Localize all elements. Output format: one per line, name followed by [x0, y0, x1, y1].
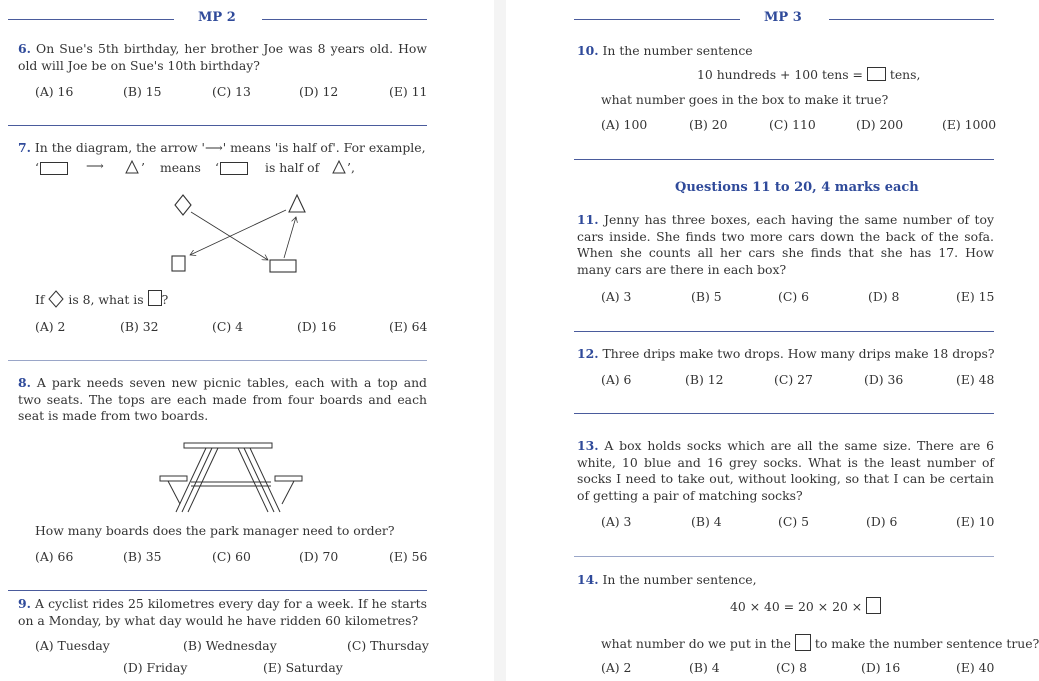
- divider: [8, 590, 427, 591]
- question-text: In the number sentence,: [602, 572, 757, 587]
- page-gutter: [494, 0, 506, 681]
- option-c[interactable]: (C) 5: [778, 514, 809, 529]
- question-number: 8.: [18, 375, 31, 390]
- option-b[interactable]: (B) 4: [689, 660, 720, 675]
- answer-box-icon: [795, 634, 811, 651]
- option-b[interactable]: (B) 12: [685, 372, 724, 387]
- question-text: On Sue's 5th birthday, her brother Joe was 8 years old. How old will Joe be on Sue's 10th birthday?: [18, 41, 427, 73]
- divider: [574, 331, 994, 332]
- header-rule-left: [8, 19, 174, 20]
- right-page: [506, 0, 1039, 681]
- divider: [574, 159, 994, 160]
- option-e[interactable]: (E) 40: [956, 660, 995, 675]
- question-9: [18, 596, 427, 629]
- question-text: A box holds socks which are all the same size. There are 6 white, 10 blue and 16 grey socks. What is the least number of socks I need to take out, without looking, so that I can be certain of getting a pair of matching socks?: [577, 438, 994, 503]
- q10-question-line: what number goes in the box to make it true?: [601, 92, 889, 107]
- option-c[interactable]: (C) 4: [212, 319, 243, 334]
- option-c[interactable]: (C) 6: [778, 289, 809, 304]
- question-13: [577, 438, 994, 504]
- question-number: 11.: [577, 212, 599, 227]
- option-e[interactable]: (E) Saturday: [263, 660, 343, 675]
- option-c[interactable]: (C) 110: [769, 117, 816, 132]
- option-d[interactable]: (D) 36: [864, 372, 904, 387]
- question-number: 10.: [577, 43, 599, 58]
- option-d[interactable]: (D) 16: [297, 319, 337, 334]
- question-text: A park needs seven new picnic tables, each with a top and two seats. The tops are each made from four boards and each seat is made from two boards.: [18, 375, 427, 424]
- rectangle-icon: [270, 260, 296, 272]
- header-rule-right: [829, 19, 994, 20]
- option-e[interactable]: (E) 56: [389, 549, 428, 564]
- option-b[interactable]: (B) 15: [123, 84, 162, 99]
- diamond-icon: [175, 195, 191, 215]
- equation-text: tens,: [889, 67, 921, 82]
- q14-equation: [730, 597, 881, 614]
- divider: [8, 360, 427, 361]
- arrow-icon: ⟶: [86, 158, 104, 173]
- option-c[interactable]: (C) 27: [774, 372, 813, 387]
- left-page: [0, 0, 494, 681]
- divider: [574, 413, 994, 414]
- text: to make the number sentence true?: [814, 636, 1039, 651]
- question-text: Jenny has three boxes, each having the same number of toy cars inside. She finds two more cars down the back of the sofa. When she counts all her cars she finds that she has 17. How many cars are there in each box?: [577, 212, 994, 277]
- question-number: 9.: [18, 596, 31, 611]
- question-text: In the number sentence: [602, 43, 753, 58]
- left-page-header: MP 2: [198, 10, 236, 25]
- right-page-header: MP 3: [764, 10, 802, 25]
- option-b[interactable]: (B) Wednesday: [183, 638, 277, 653]
- question-6: [18, 41, 427, 74]
- section-title: Questions 11 to 20, 4 marks each: [675, 180, 919, 195]
- option-a[interactable]: (A) 100: [601, 117, 648, 132]
- option-c[interactable]: (C) 8: [776, 660, 807, 675]
- q14-question-line: [601, 634, 1039, 651]
- question-8: [18, 375, 427, 425]
- text: If: [35, 292, 45, 307]
- option-c[interactable]: (C) 60: [212, 549, 251, 564]
- answer-box-icon: [867, 67, 886, 81]
- option-d[interactable]: (D) Friday: [123, 660, 188, 675]
- question-number: 13.: [577, 438, 599, 453]
- means-label: means: [160, 160, 201, 175]
- option-d[interactable]: (D) 12: [299, 84, 339, 99]
- question-number: 12.: [577, 346, 599, 361]
- question-number: 7.: [18, 140, 31, 155]
- question-text: Three drips make two drops. How many drips make 18 drops?: [602, 346, 995, 361]
- option-a[interactable]: (A) 6: [601, 372, 632, 387]
- q8-question-line: How many boards does the park manager need to order?: [35, 523, 395, 538]
- arrow-diamond-to-rectangle: [191, 212, 268, 260]
- option-d[interactable]: (D) 6: [866, 514, 898, 529]
- option-b[interactable]: (B) 32: [120, 319, 159, 334]
- question-text: In the diagram, the arrow '⟶' means 'is half of'. For example,: [34, 140, 426, 155]
- option-a[interactable]: (A) 66: [35, 549, 74, 564]
- arrow-rectangle-to-triangle: [284, 217, 296, 258]
- option-d[interactable]: (D) 70: [299, 549, 339, 564]
- option-c[interactable]: (C) Thursday: [347, 638, 429, 653]
- example-row: ‘ ⟶ ’ means ‘ is half of ’,: [35, 158, 355, 175]
- q10-equation: [697, 67, 920, 82]
- question-11: [577, 212, 994, 278]
- option-d[interactable]: (D) 8: [868, 289, 900, 304]
- square-icon: [148, 290, 162, 306]
- arrow-diagram: [160, 190, 310, 280]
- option-e[interactable]: (E) 1000: [942, 117, 997, 132]
- arrow-triangle-to-square: [190, 210, 286, 255]
- option-a[interactable]: (A) 3: [601, 289, 632, 304]
- question-number: 6.: [18, 41, 31, 56]
- option-d[interactable]: (D) 16: [861, 660, 901, 675]
- option-a[interactable]: (A) Tuesday: [35, 638, 110, 653]
- is-half-of-label: is half of: [265, 160, 320, 175]
- option-b[interactable]: (B) 5: [691, 289, 722, 304]
- option-a[interactable]: (A) 3: [601, 514, 632, 529]
- q7-question-line: [35, 290, 168, 308]
- text: what number do we put in the: [601, 636, 791, 651]
- question-14: [577, 572, 757, 587]
- equation-text: 10 hundreds + 100 tens =: [697, 67, 863, 82]
- answer-box-icon: [866, 597, 881, 614]
- option-a[interactable]: (A) 2: [601, 660, 632, 675]
- option-c[interactable]: (C) 13: [212, 84, 251, 99]
- option-e[interactable]: (E) 11: [389, 84, 428, 99]
- diamond-icon: [48, 290, 64, 308]
- option-e[interactable]: (E) 10: [956, 514, 995, 529]
- question-text: A cyclist rides 25 kilometres every day for a week. If he starts on a Monday, by what day would he have ridden 60 kilometres?: [18, 596, 427, 628]
- option-b[interactable]: (B) 20: [689, 117, 728, 132]
- option-d[interactable]: (D) 200: [856, 117, 904, 132]
- equation-text: 40 × 40 = 20 × 20 ×: [730, 599, 863, 614]
- rectangle-icon: [40, 162, 68, 175]
- question-12: [577, 346, 995, 361]
- text: ?: [161, 292, 169, 307]
- divider: [574, 556, 994, 557]
- question-7: [18, 140, 427, 157]
- option-e[interactable]: (E) 15: [956, 289, 995, 304]
- option-a[interactable]: (A) 16: [35, 84, 74, 99]
- divider: [8, 125, 427, 126]
- picnic-table-image: [158, 440, 304, 516]
- question-10: [577, 43, 753, 58]
- option-e[interactable]: (E) 64: [389, 319, 428, 334]
- header-rule-left: [574, 19, 740, 20]
- triangle-icon: [124, 159, 140, 175]
- square-icon: [172, 256, 185, 271]
- option-b[interactable]: (B) 4: [691, 514, 722, 529]
- option-b[interactable]: (B) 35: [123, 549, 162, 564]
- question-number: 14.: [577, 572, 599, 587]
- text: is 8, what is: [68, 292, 144, 307]
- triangle-icon: [289, 195, 305, 212]
- header-rule-right: [262, 19, 427, 20]
- option-e[interactable]: (E) 48: [956, 372, 995, 387]
- option-a[interactable]: (A) 2: [35, 319, 66, 334]
- rectangle-icon: [220, 162, 248, 175]
- triangle-icon: [331, 159, 347, 175]
